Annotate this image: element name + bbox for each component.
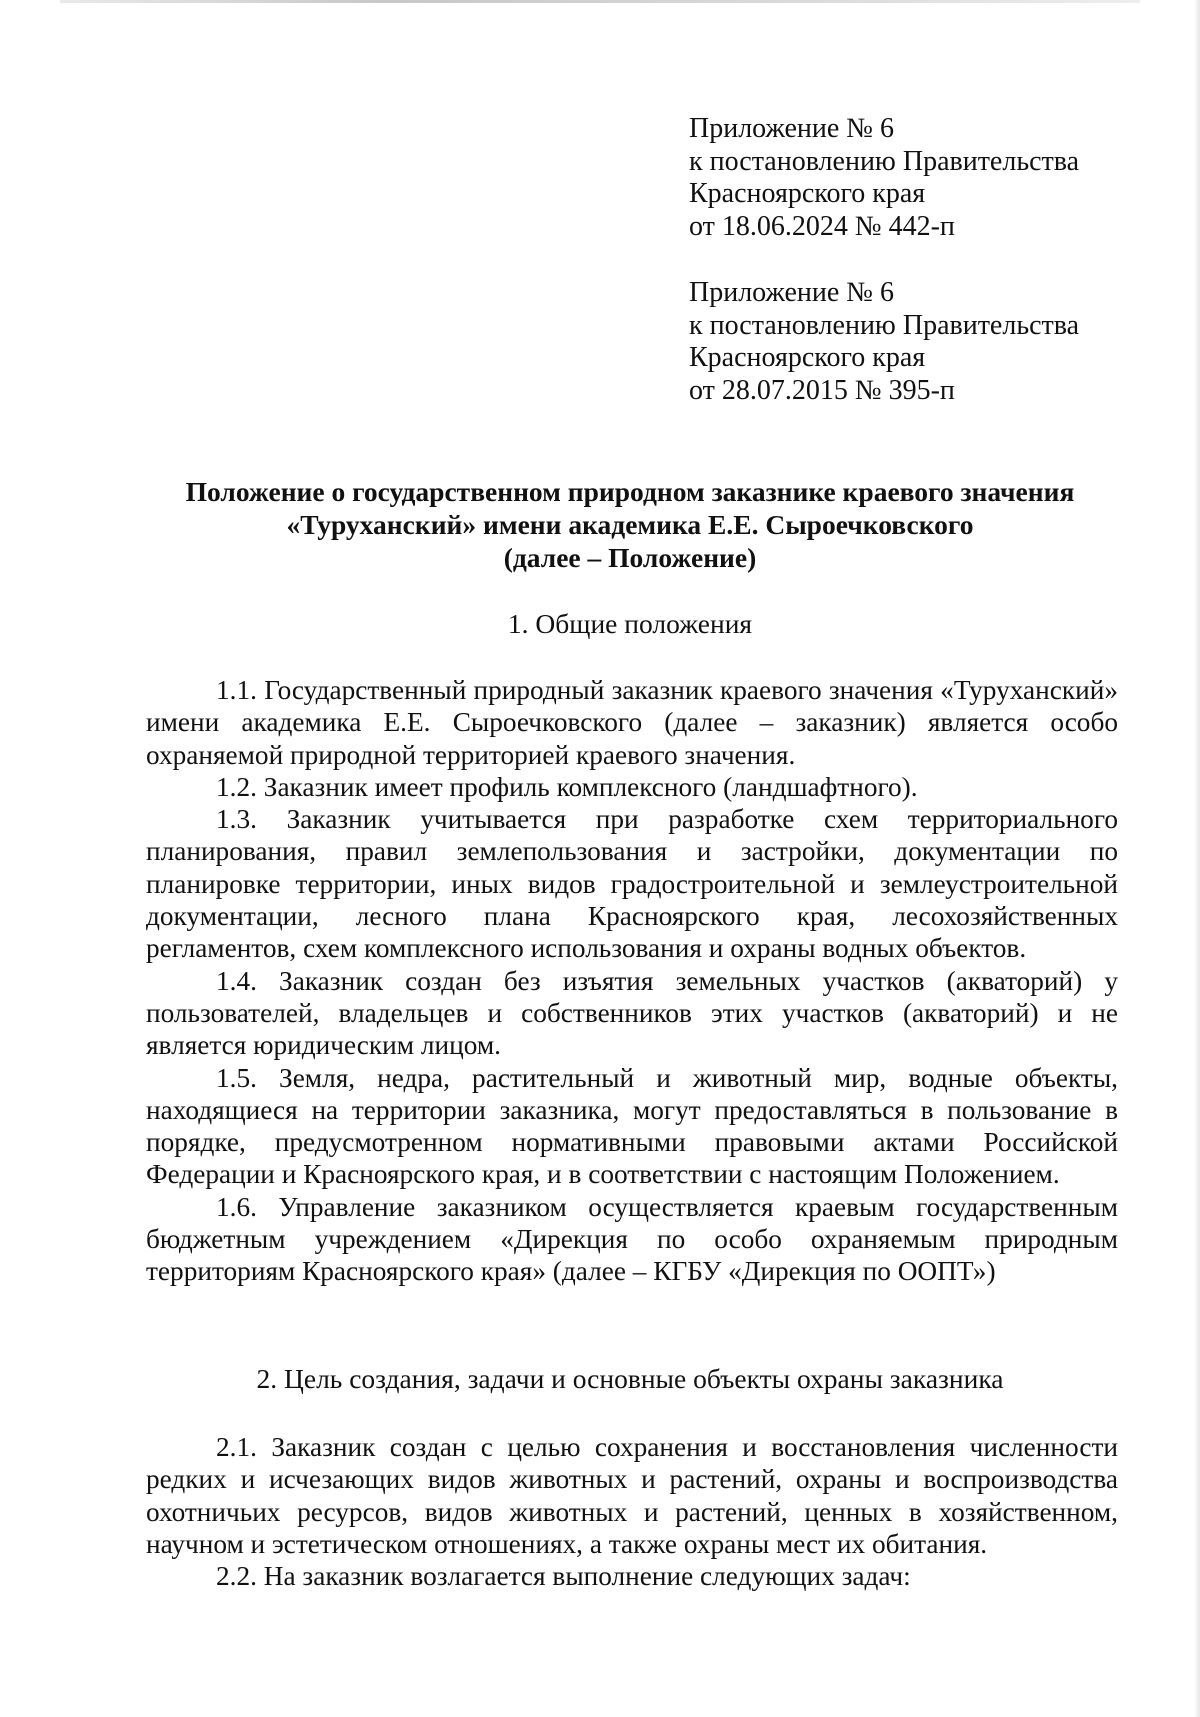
annex-line: Приложение № 6 [689, 113, 894, 144]
annex-line: Красноярского края [689, 342, 926, 373]
annex-line: к постановлению Правительства [689, 309, 1080, 341]
annex-header-current [689, 113, 1169, 243]
paragraph-1-4: 1.4. Заказник создан без изъятия земельных участков (акваторий) у пользователей, владельцев и собственников этих участков (акваторий) и не является юридическим лицом. [146, 965, 1118, 1061]
paragraph-1-2: 1.2. Заказник имеет профиль комплексного (ландшафтного). [216, 771, 918, 802]
annex-line: от 28.07.2015 № 395-п [689, 374, 955, 406]
paragraph-1-5: 1.5. Земля, недра, растительный и животный мир, водные объекты, находящиеся на территории заказника, могут предоставляться в пользование в порядке, предусмотренном нормативными правовыми актами Российской Федерации и Красноярского края, и в соответствии с настоящим Положением. [146, 1062, 1118, 1190]
section-heading-general: 1. Общие положения [507, 608, 753, 639]
annex-line: Приложение № 6 [689, 277, 894, 308]
paragraph-2-2: 2.2. На заказник возлагается выполнение следующих задач: [216, 1561, 911, 1592]
paragraph-2-1: 2.1. Заказник создан с целью сохранения и восстановления численности редких и исчезающих видов животных и растений, охраны и воспроизводства охотничьих ресурсов, видов животных и растений, ценных в хозяйственном, научном и эстетическом отношениях, а также охраны мест их обитания. [146, 1432, 1118, 1559]
scan-edge-top [60, 0, 1140, 3]
annex-line: от 18.06.2024 № 442-п [689, 210, 955, 242]
paragraph-1-1: 1.1. Государственный природный заказник краевого значения «Туруханский» имени академика Е.Е. Сыроечковского (далее – заказник) является особо охраняемой природной территорией краевого значения. [146, 675, 1118, 770]
annex-header-original [689, 277, 1169, 407]
document-title [100, 475, 1160, 574]
title-line: (далее – Положение) [503, 542, 757, 573]
annex-line: Красноярского края [689, 178, 926, 209]
annex-line: к постановлению Правительства [689, 145, 1080, 177]
scan-edge-right [1194, 0, 1200, 1717]
title-line: Положение о государственном природном заказнике краевого значения [185, 476, 1075, 507]
section-body-goals [146, 1431, 1118, 1592]
title-line: «Туруханский» имени академика Е.Е. Сыроечковского [286, 509, 974, 540]
paragraph-1-3: 1.3. Заказник учитывается при разработке схем территориального планирования, правил землепользования и застройки, документации по планировке территории, иных видов градостроительной и землеустроительной документации, лесного плана Красноярского края, лесохозяйственных регламентов, схем комплексного использования и охраны водных объектов. [146, 804, 1118, 964]
section-heading-goals: 2. Цель создания, задачи и основные объекты охраны заказника [256, 1363, 1004, 1394]
paragraph-1-6: 1.6. Управление заказником осуществляется краевым государственным бюджетным учреждением «Дирекция по особо охраняемым природным территориям Красноярского края» (далее – КГБУ «Дирекция по ООПТ») [146, 1191, 1118, 1287]
section-body-general [146, 674, 1118, 1288]
